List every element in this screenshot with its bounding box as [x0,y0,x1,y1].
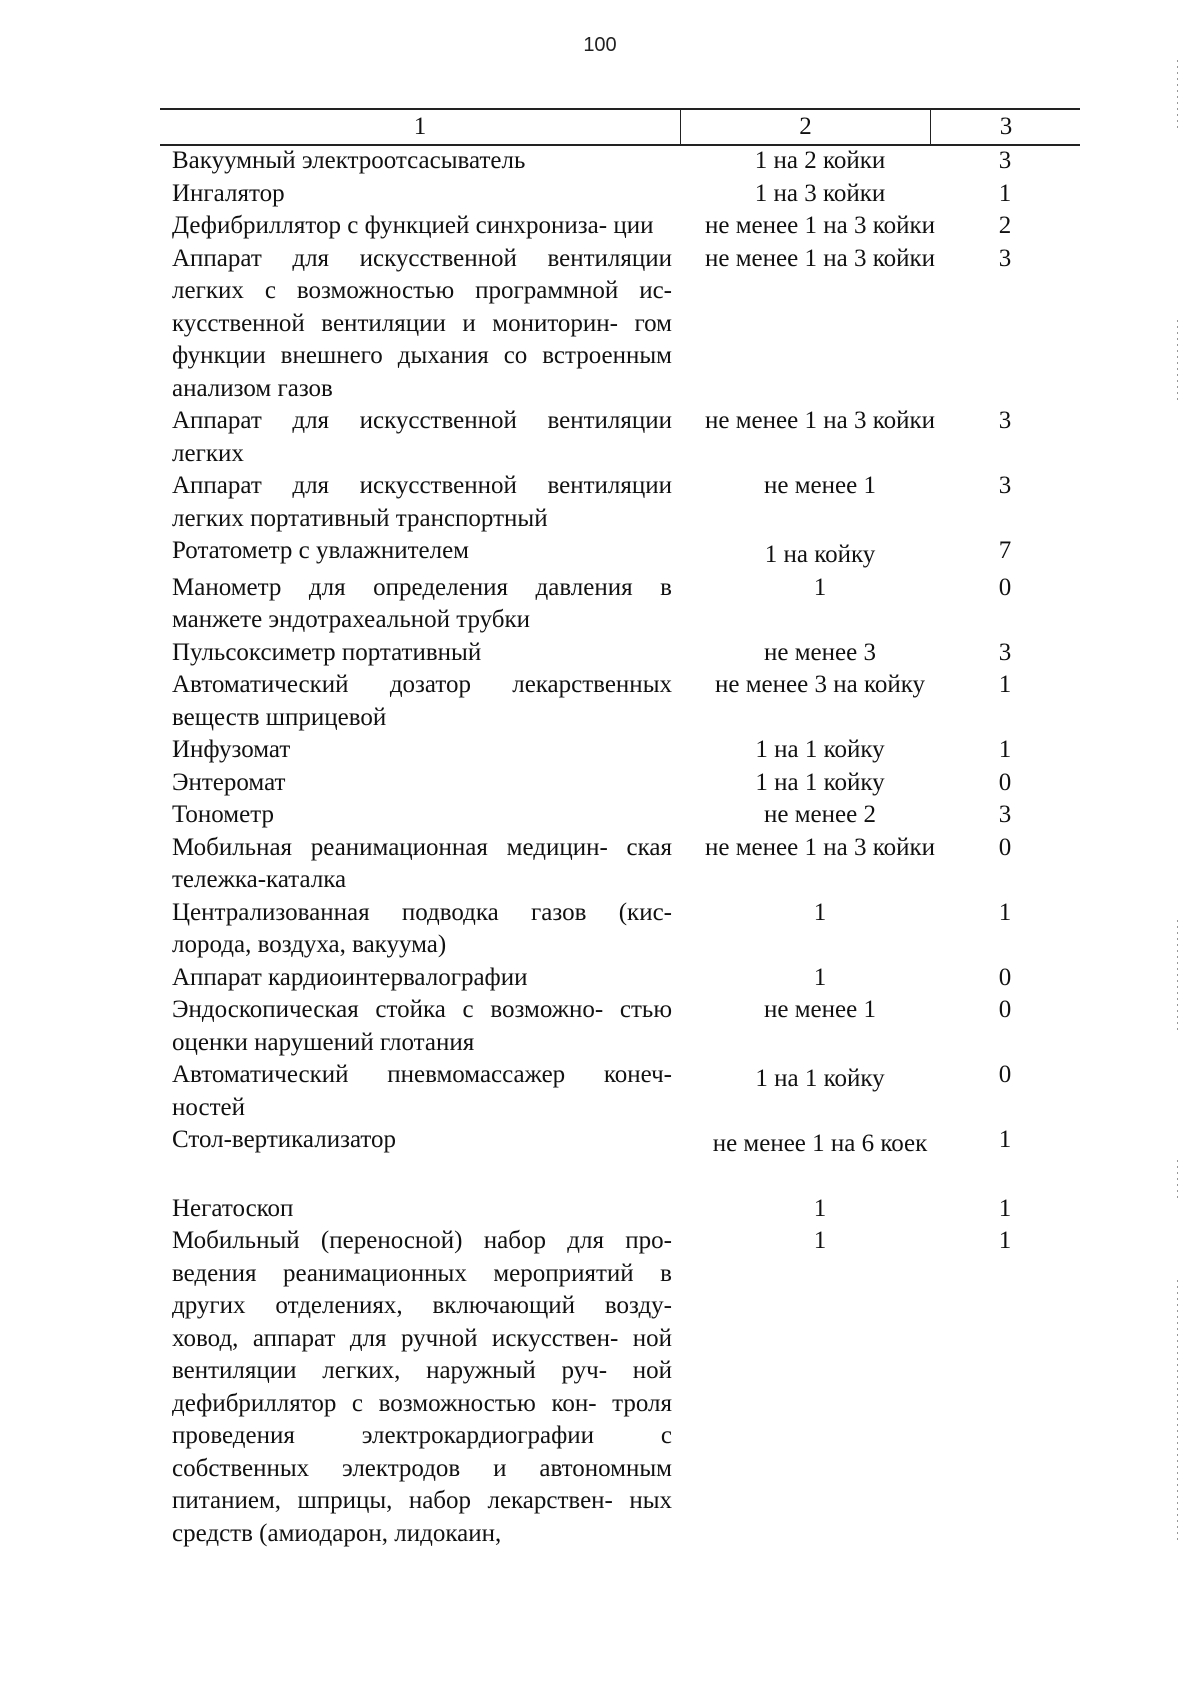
equipment-name: Пульсоксиметр портативный [172,638,482,666]
equipment-name: Эндоскопическая стойка с возможно- стью оценки нарушений глотания [172,996,672,1056]
equipment-name: Стол-вертикализатор [172,1126,396,1153]
table-row [172,994,1072,1059]
equipment-norm: не менее 1 на 3 койки [705,244,935,272]
equipment-norm: не менее 1 [764,996,876,1023]
table-row [172,832,1072,897]
table-row [172,243,1072,406]
equipment-name: Централизованная подводка газов (кис- лорода, воздуха, вакуума) [172,898,672,958]
equipment-name: Аппарат для искусственной вентиляции легких портативный транспортный [172,472,672,532]
equipment-name: Дефибриллятор с функцией синхрониза- ции [172,212,654,239]
equipment-table-body [172,145,1072,1550]
table-row [172,145,1072,178]
equipment-qty: 0 [998,963,1012,991]
equipment-norm: 1 на 1 койку [755,768,885,796]
scan-artifact [1177,60,1178,130]
page-number: 100 [583,34,617,56]
table-row [172,734,1072,767]
equipment-norm: не менее 1 на 3 койки [705,407,935,434]
equipment-qty: 1 [998,179,1012,207]
equipment-name: Тонометр [172,801,274,828]
equipment-norm: 1 на койку [764,541,876,568]
equipment-norm: 1 на 1 койку [755,736,885,763]
equipment-name: Аппарат для искусственной вентиляции легких [172,407,672,467]
table-row [172,178,1072,211]
equipment-name: Мобильный (переносной) набор для про- ведения реанимационных мероприятий в других отделениях, включающий возду- ховод, аппарат для ручной искусствен- ной вентиляции легких, наружный руч- ной дефибриллятор с возможностью кон- троля проведения электрокардиографии с собственных электродов и автономным питанием, шприцы, набор лекарствен- ных средств (амиодарон, лидокаин, [172,1227,672,1547]
table-row [172,637,1072,670]
header-col-2: 2 [681,110,931,144]
equipment-qty: 3 [998,638,1012,666]
table-row [172,535,1072,572]
equipment-norm: не менее 3 на койку [715,671,925,698]
equipment-name: Негатоскоп [172,1194,294,1222]
equipment-name: Мобильная реанимационная медицин- ская тележка-каталка [172,833,672,893]
equipment-qty: 0 [998,573,1012,601]
equipment-qty: 0 [998,1061,1012,1088]
equipment-norm: не менее 1 на 6 коек [712,1130,928,1157]
table-row [172,572,1072,637]
table-row [172,1059,1072,1124]
equipment-qty: 1 [998,736,1012,763]
equipment-name: Ингалятор [172,179,285,207]
table-row [172,470,1072,535]
equipment-qty: 3 [998,801,1012,828]
table-row [172,799,1072,832]
equipment-qty: 2 [998,212,1012,239]
scan-artifact [1177,920,1178,1030]
equipment-qty: 0 [998,833,1012,861]
equipment-name: Манометр для определения давления в манжете эндотрахеальной трубки [172,573,672,633]
scan-artifact [1177,1280,1178,1540]
equipment-qty: 7 [998,537,1012,564]
equipment-qty: 3 [998,472,1012,499]
equipment-norm: не менее 1 на 3 койки [705,212,935,239]
equipment-name: Аппарат для искусственной вентиляции легких с возможностью программной ис- кусственной вентиляции и мониторин- гом функции внешнего дыхания со встроенным анализом газов [172,244,672,402]
equipment-name: Автоматический дозатор лекарственных веществ шприцевой [172,671,672,731]
header-col-3: 3 [999,113,1013,140]
table-row [172,669,1072,734]
table-row [172,962,1072,995]
equipment-name: Аппарат кардиоинтервалографии [172,963,528,991]
equipment-qty: 3 [998,407,1012,434]
equipment-name: Инфузомат [172,736,291,763]
equipment-name: Энтеромат [172,768,286,796]
equipment-qty: 0 [998,768,1012,796]
equipment-norm: не менее 1 [764,472,876,499]
equipment-name: Ротатометр с увлажнителем [172,537,469,564]
table-row [172,767,1072,800]
table-row [172,897,1072,962]
table-row [172,210,1072,243]
equipment-norm: 1 [813,1227,827,1254]
table-header [160,108,1080,146]
table-row [172,1193,1072,1226]
equipment-norm: не менее 2 [764,801,876,828]
equipment-qty: 3 [998,147,1012,174]
equipment-norm: не менее 1 на 3 койки [705,833,935,861]
equipment-qty: 1 [998,671,1012,698]
equipment-qty: 1 [998,1126,1012,1153]
equipment-name: Вакуумный электроотсасыватель [172,147,526,174]
equipment-norm: 1 [813,898,827,926]
table-row [172,1225,1072,1550]
equipment-norm: не менее 3 [764,638,876,666]
equipment-norm: 1 [813,963,827,991]
equipment-qty: 3 [998,244,1012,272]
equipment-name: Автоматический пневмомассажер конеч- ностей [172,1061,672,1121]
equipment-norm: 1 на 1 койку [755,1065,885,1092]
table-row [172,1124,1072,1161]
header-col-1: 1 [160,110,681,144]
equipment-qty: 1 [998,898,1012,926]
scan-artifact [1177,320,1178,400]
equipment-qty: 1 [998,1194,1012,1222]
equipment-norm: 1 на 2 койки [754,147,886,174]
equipment-qty: 0 [998,996,1012,1023]
table-row [172,405,1072,470]
equipment-qty: 1 [998,1227,1012,1254]
equipment-norm: 1 на 3 койки [754,179,886,207]
scan-artifact [1177,1160,1178,1200]
equipment-norm: 1 [813,573,827,601]
equipment-norm: 1 [813,1194,827,1222]
